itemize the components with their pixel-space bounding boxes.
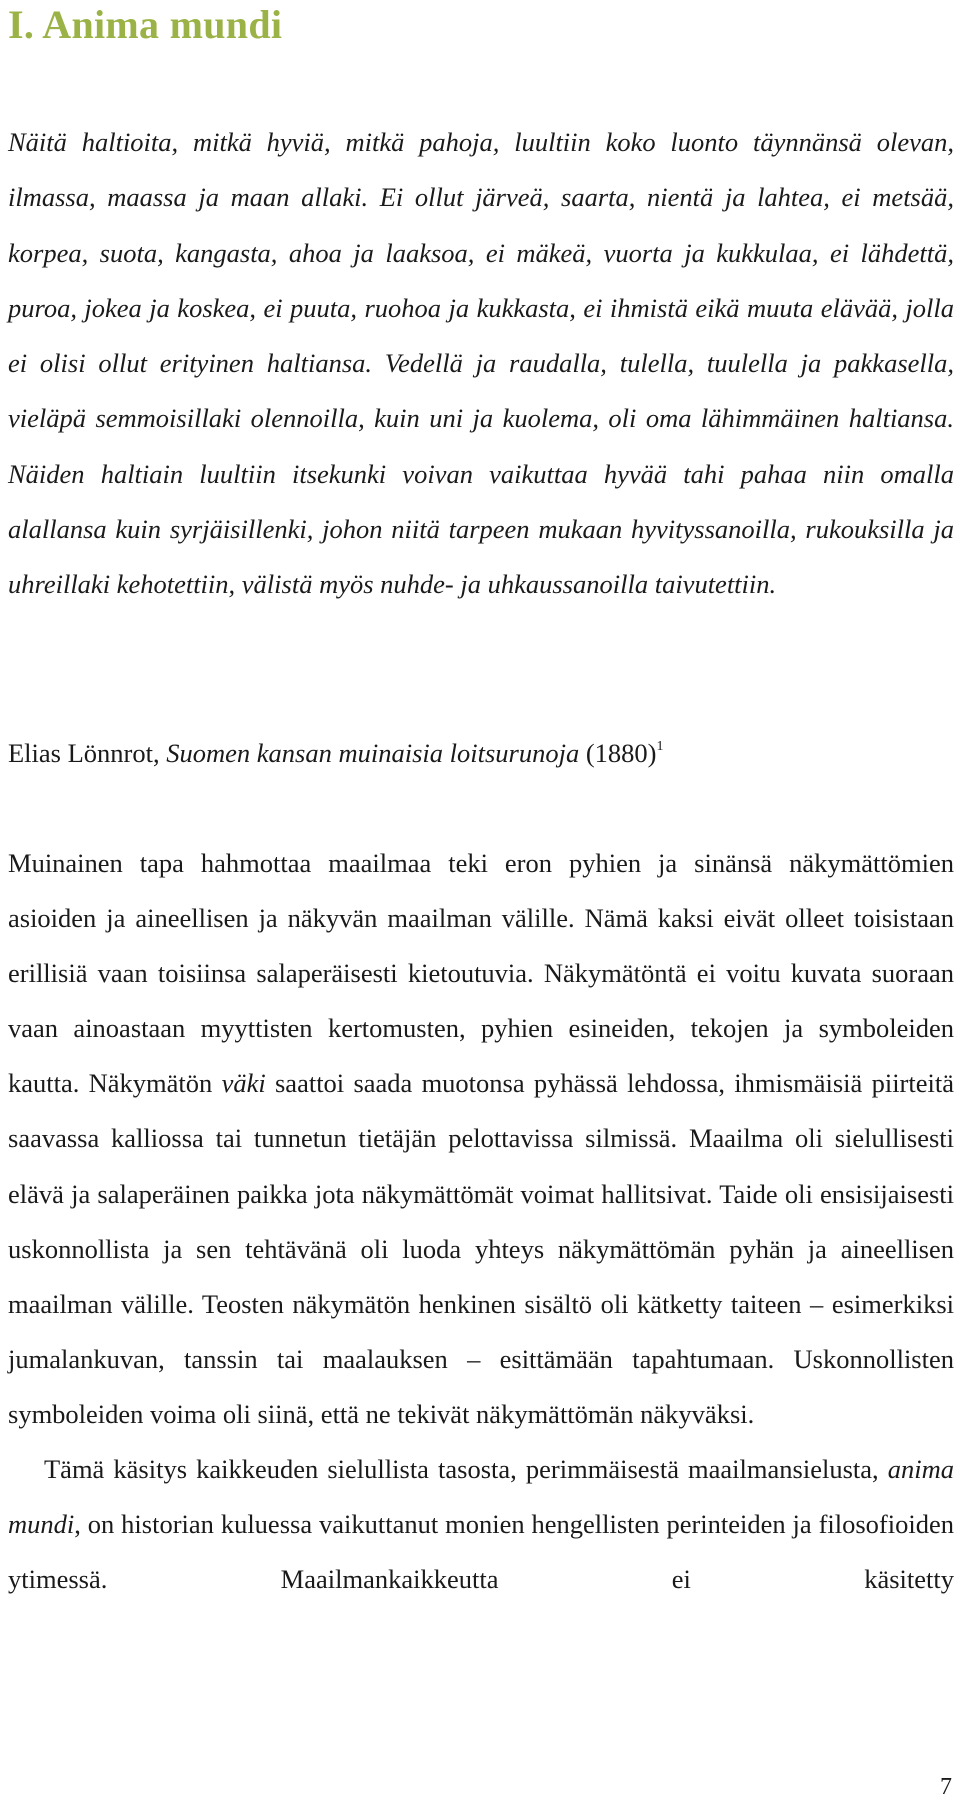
chapter-title: I. Anima mundi <box>8 2 283 47</box>
body-paragraph-text: Muinainen tapa hahmottaa maailmaa teki eron pyhien ja sinänsä näkymättömien asioiden ja aineellisen ja näkyvän maailman välille. Nämä kaksi eivät olleet toisistaan erillisiä vaan toisiinsa salaperäisesti kietoutuvia. Näkymätöntä ei voitu kuvata suoraan vaan ainoastaan myyttisten kertomusten, pyhien esineiden, tekojen ja symboleiden kautta. Näkymätön <box>8 848 954 1099</box>
attribution-work-title: Suomen kansan muinaisia loitsurunoja <box>166 738 580 768</box>
attribution-year: (1880) <box>579 738 657 768</box>
body-paragraph <box>8 836 954 1442</box>
emphasized-term: anima mundi <box>8 1454 954 1540</box>
footnote-marker[interactable]: 1 <box>656 739 664 754</box>
emphasized-term: väki <box>221 1068 266 1099</box>
body-paragraph-text: , on historian kuluessa vaikuttanut monien hengellisten perinteiden ja filosofioiden ytimessä. Maailmankaikkeutta ei käsitetty <box>8 1509 954 1595</box>
page-number: 7 <box>940 1774 952 1800</box>
body-paragraph-text: Tämä käsitys kaikkeuden sielullista tasosta, perimmäisestä maailmansielusta, <box>44 1454 888 1485</box>
body-paragraph-text: saattoi saada muotonsa pyhässä lehdossa, ihmismäisiä piirteitä saavassa kalliossa tai tunnetun tietäjän pelottavissa silmissä. Maailma oli sielullisesti elävä ja salaperäinen paikka jota näkymättömät voimat hallitsivat. Taide oli ensisijaisesti uskonnollista ja sen tehtävänä oli luoda yhteys näkymättömän pyhän ja aineellisen maailman välille. Teosten näkymätön henkinen sisältö oli kätketty taiteen – esimerkiksi jumalankuvan, tanssin tai maalauksen – esittämään tapahtumaan. Uskonnollisten symboleiden voima oli siinä, että ne tekivät näkymättömän näkyväksi. <box>8 1068 954 1429</box>
body-paragraph <box>8 1442 954 1607</box>
epigraph-quote: Näitä haltioita, mitkä hyviä, mitkä pahoja, luultiin koko luonto täynnänsä olevan, ilmassa, maassa ja maan allaki. Ei ollut järveä, saarta, nientä ja lahtea, ei metsää, korpea, suota, kangasta, ahoa ja laaksoa, ei mäkeä, vuorta ja kukkulaa, ei lähdettä, puroa, jokea ja koskea, ei puuta, ruohoa ja kukkasta, ei ihmistä eikä muuta elävää, jolla ei olisi ollut erityinen haltiansa. Vedellä ja raudalla, tulella, tuulella ja pakkasella, vieläpä semmoisillaki olennoilla, kuin uni ja kuolema, oli oma lähimmäinen haltiansa. Näiden haltiain luultiin itsekunki voivan vaikuttaa hyvää tahi pahaa niin omalla alallansa kuin syrjäisillenki, johon niitä tarpeen mukaan hyvityssanoilla, rukouksilla ja uhreillaki kehotettiin, välistä myös nuhde- ja uhkaussanoilla taivutettiin. <box>8 127 954 600</box>
attribution-author: Elias Lönnrot, <box>8 738 167 768</box>
epigraph-attribution <box>8 725 664 781</box>
body-text <box>8 836 954 1607</box>
